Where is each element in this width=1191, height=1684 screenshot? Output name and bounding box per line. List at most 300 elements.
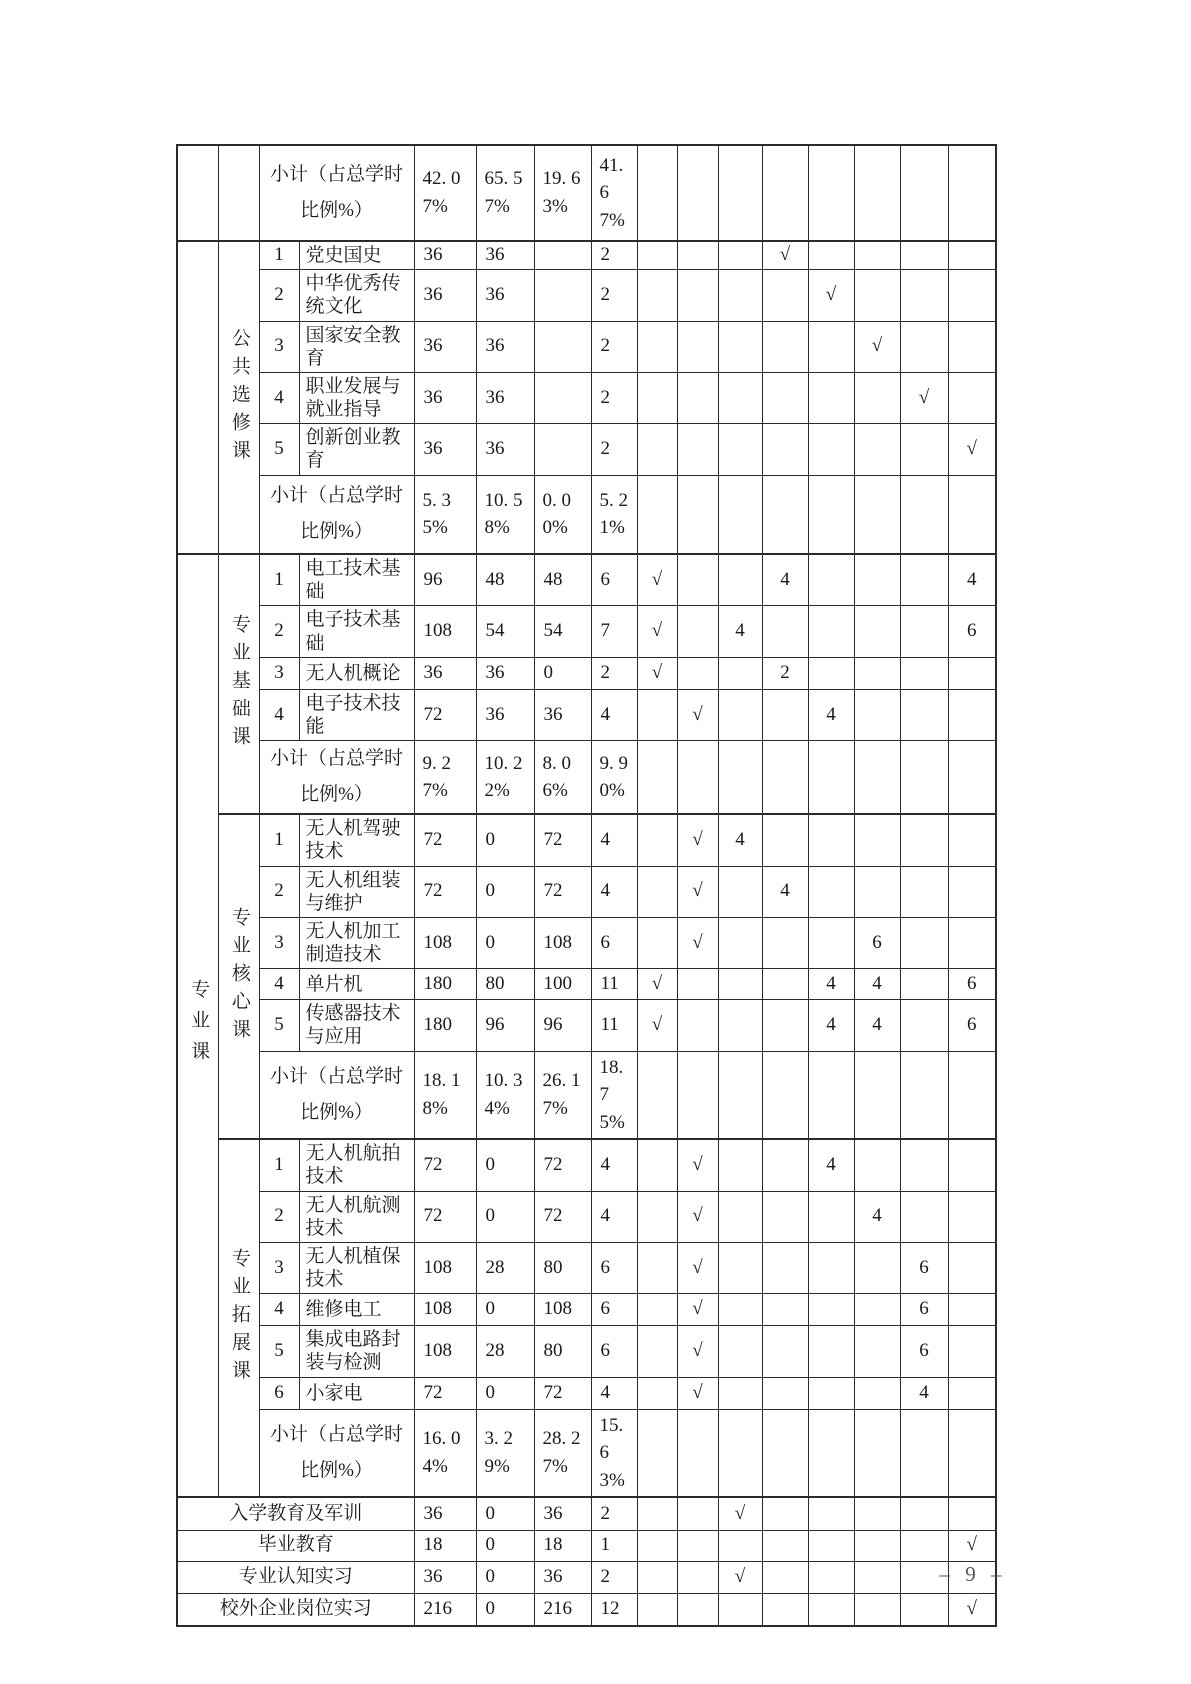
course-name: 集成电路封装与检测 <box>299 1326 414 1377</box>
course-row <box>177 1191 996 1242</box>
activity-name: 专业认知实习 <box>177 1561 414 1593</box>
course-no: 1 <box>259 1139 299 1191</box>
sem-cell <box>948 145 996 241</box>
sem-cell <box>808 554 854 606</box>
course-no: 1 <box>259 814 299 866</box>
total-hours: 96 <box>414 554 476 606</box>
sem-cell <box>948 741 996 815</box>
theory-hours: 0 <box>476 917 534 968</box>
sem-cell <box>900 917 948 968</box>
sem-cell: 4 <box>948 554 996 606</box>
sem-cell <box>637 145 677 241</box>
practice-hours: 0 <box>534 657 591 689</box>
course-name: 单片机 <box>299 969 414 1000</box>
course-name: 小家电 <box>299 1377 414 1409</box>
sem-cell <box>637 917 677 968</box>
total-hours: 18 <box>414 1530 476 1561</box>
sem-cell <box>637 689 677 740</box>
sem-cell <box>637 1294 677 1326</box>
sem-cell <box>718 1377 762 1409</box>
subtotal-theory-hours: 10. 22% <box>476 741 534 815</box>
sem-cell: 6 <box>900 1326 948 1377</box>
sem-cell <box>948 1409 996 1497</box>
sem-cell <box>854 1409 900 1497</box>
course-no: 4 <box>259 372 299 423</box>
sem-cell <box>948 1497 996 1530</box>
sem-cell <box>900 814 948 866</box>
credits: 6 <box>591 554 637 606</box>
sem-cell <box>637 1377 677 1409</box>
sem-cell: 4 <box>808 689 854 740</box>
sem-cell <box>762 424 808 475</box>
sem-cell <box>677 372 718 423</box>
sem-cell <box>718 1242 762 1293</box>
course-row <box>177 657 996 689</box>
sem-cell: 4 <box>808 1000 854 1051</box>
sem-cell <box>854 814 900 866</box>
theory-hours: 0 <box>476 1561 534 1593</box>
subtotal-row <box>177 475 996 554</box>
credits: 4 <box>591 689 637 740</box>
credits: 7 <box>591 606 637 657</box>
course-row <box>177 917 996 968</box>
check-cell: √ <box>637 606 677 657</box>
category-cell-empty <box>177 241 218 554</box>
course-no: 3 <box>259 917 299 968</box>
course-no: 5 <box>259 1326 299 1377</box>
sem-cell <box>900 1497 948 1530</box>
total-hours: 108 <box>414 1242 476 1293</box>
practice-hours: 18 <box>534 1530 591 1561</box>
sem-cell <box>900 1409 948 1497</box>
sem-cell <box>718 741 762 815</box>
sem-cell <box>677 1000 718 1051</box>
sem-cell <box>854 1326 900 1377</box>
practice-hours <box>534 270 591 321</box>
course-name: 创新创业教育 <box>299 424 414 475</box>
practice-hours <box>534 241 591 270</box>
sem-cell <box>677 1561 718 1593</box>
subtotal-credits: 18. 75% <box>591 1051 637 1139</box>
credits: 2 <box>591 372 637 423</box>
sem-cell <box>637 1051 677 1139</box>
sem-cell <box>718 372 762 423</box>
practice-hours: 100 <box>534 969 591 1000</box>
theory-hours: 0 <box>476 1139 534 1191</box>
subtotal-credits: 41. 67% <box>591 145 637 241</box>
sem-cell <box>808 372 854 423</box>
course-name: 党史国史 <box>299 241 414 270</box>
check-cell: √ <box>637 1000 677 1051</box>
practice-hours: 36 <box>534 1497 591 1530</box>
sem-cell: 6 <box>948 969 996 1000</box>
subtotal-theory-hours: 10. 34% <box>476 1051 534 1139</box>
subtotal-practice-hours: 26. 17% <box>534 1051 591 1139</box>
course-row <box>177 606 996 657</box>
activity-name: 入学教育及军训 <box>177 1497 414 1530</box>
sem-cell <box>677 657 718 689</box>
sem-cell <box>808 1242 854 1293</box>
course-row <box>177 969 996 1000</box>
sem-cell <box>762 969 808 1000</box>
credits: 11 <box>591 969 637 1000</box>
sem-cell <box>718 1139 762 1191</box>
sem-cell <box>718 1051 762 1139</box>
sem-cell <box>762 606 808 657</box>
sem-cell <box>948 1139 996 1191</box>
total-hours: 108 <box>414 1294 476 1326</box>
sem-cell <box>854 1139 900 1191</box>
subtotal-theory-hours: 65. 57% <box>476 145 534 241</box>
sem-cell <box>677 1409 718 1497</box>
subtotal-credits: 15. 63% <box>591 1409 637 1497</box>
course-name: 电子技术基础 <box>299 606 414 657</box>
sem-cell <box>900 741 948 815</box>
theory-hours: 36 <box>476 689 534 740</box>
subtotal-label: 小计（占总学时比例%） <box>259 741 414 815</box>
course-no: 4 <box>259 969 299 1000</box>
practice-hours: 80 <box>534 1242 591 1293</box>
sem-cell <box>677 1530 718 1561</box>
total-hours: 72 <box>414 1377 476 1409</box>
course-row <box>177 866 996 917</box>
subtotal-practice-hours: 19. 63% <box>534 145 591 241</box>
sem-cell <box>762 475 808 554</box>
subtotal-row <box>177 741 996 815</box>
sem-cell <box>900 866 948 917</box>
sem-cell <box>762 372 808 423</box>
sem-cell <box>637 372 677 423</box>
sem-cell <box>854 1051 900 1139</box>
check-cell: √ <box>948 1530 996 1561</box>
sem-cell <box>762 741 808 815</box>
sem-cell <box>900 321 948 372</box>
course-no: 5 <box>259 424 299 475</box>
course-no: 5 <box>259 1000 299 1051</box>
check-cell: √ <box>637 969 677 1000</box>
sem-cell <box>854 554 900 606</box>
theory-hours: 0 <box>476 1497 534 1530</box>
theory-hours: 0 <box>476 1593 534 1626</box>
course-no: 4 <box>259 689 299 740</box>
theory-hours: 36 <box>476 424 534 475</box>
check-cell: √ <box>948 424 996 475</box>
sem-cell: 6 <box>948 606 996 657</box>
sem-cell <box>854 866 900 917</box>
course-row <box>177 1377 996 1409</box>
course-row <box>177 1139 996 1191</box>
practice-hours: 54 <box>534 606 591 657</box>
theory-hours: 36 <box>476 372 534 423</box>
sem-cell <box>637 1561 677 1593</box>
sem-cell <box>718 866 762 917</box>
subtotal-total-hours: 18. 18% <box>414 1051 476 1139</box>
sem-cell <box>677 321 718 372</box>
course-no: 3 <box>259 657 299 689</box>
check-cell: √ <box>677 689 718 740</box>
total-hours: 36 <box>414 372 476 423</box>
activity-name: 毕业教育 <box>177 1530 414 1561</box>
sem-cell <box>948 814 996 866</box>
sem-cell <box>637 814 677 866</box>
sem-cell <box>718 1530 762 1561</box>
sem-cell <box>948 1377 996 1409</box>
sem-cell <box>900 270 948 321</box>
credits: 2 <box>591 241 637 270</box>
subtotal-total-hours: 9. 27% <box>414 741 476 815</box>
sem-cell <box>677 145 718 241</box>
check-cell: √ <box>637 657 677 689</box>
sem-cell <box>677 424 718 475</box>
course-name: 职业发展与就业指导 <box>299 372 414 423</box>
category-major: 专业课 <box>177 554 218 1497</box>
sem-cell: 6 <box>854 917 900 968</box>
subtotal-label: 小计（占总学时比例%） <box>259 1409 414 1497</box>
sem-cell <box>808 1377 854 1409</box>
practice-hours <box>534 424 591 475</box>
course-no: 4 <box>259 1294 299 1326</box>
credits: 4 <box>591 1139 637 1191</box>
sem-cell <box>808 814 854 866</box>
sem-cell <box>948 270 996 321</box>
course-name: 无人机航拍技术 <box>299 1139 414 1191</box>
sem-cell <box>762 321 808 372</box>
sem-cell <box>900 1051 948 1139</box>
credits: 2 <box>591 321 637 372</box>
course-row <box>177 270 996 321</box>
sem-cell <box>677 475 718 554</box>
sem-cell <box>637 424 677 475</box>
practice-hours: 72 <box>534 1191 591 1242</box>
practice-hours: 216 <box>534 1593 591 1626</box>
sem-cell <box>900 1000 948 1051</box>
sem-cell <box>900 657 948 689</box>
sem-cell <box>900 606 948 657</box>
sem-cell <box>718 917 762 968</box>
sem-cell: 4 <box>854 1000 900 1051</box>
sem-cell <box>900 475 948 554</box>
sem-cell <box>718 1326 762 1377</box>
sem-cell <box>948 1051 996 1139</box>
activity-name: 校外企业岗位实习 <box>177 1593 414 1626</box>
theory-hours: 80 <box>476 969 534 1000</box>
subtotal-label: 小计（占总学时比例%） <box>259 1051 414 1139</box>
sem-cell <box>948 1326 996 1377</box>
sem-cell <box>677 1593 718 1626</box>
theory-hours: 0 <box>476 1294 534 1326</box>
sem-cell <box>637 1326 677 1377</box>
sem-cell <box>762 1191 808 1242</box>
course-no: 3 <box>259 1242 299 1293</box>
subtotal-label: 小计（占总学时比例%） <box>259 145 414 241</box>
sem-cell <box>718 1294 762 1326</box>
sem-cell: 4 <box>854 1191 900 1242</box>
sem-cell <box>808 145 854 241</box>
course-row <box>177 321 996 372</box>
sem-cell <box>854 741 900 815</box>
sem-cell <box>762 917 808 968</box>
sem-cell: 6 <box>900 1242 948 1293</box>
course-name: 电工技术基础 <box>299 554 414 606</box>
check-cell: √ <box>677 1139 718 1191</box>
course-row <box>177 424 996 475</box>
check-cell: √ <box>677 814 718 866</box>
sem-cell: 6 <box>900 1294 948 1326</box>
sem-cell <box>900 424 948 475</box>
page-number: – 9 – <box>939 1562 1007 1586</box>
subtotal-total-hours: 5. 35% <box>414 475 476 554</box>
total-hours: 72 <box>414 689 476 740</box>
sem-cell <box>637 1139 677 1191</box>
sem-cell <box>762 145 808 241</box>
total-hours: 36 <box>414 321 476 372</box>
total-hours: 108 <box>414 917 476 968</box>
total-hours: 36 <box>414 1497 476 1530</box>
theory-hours: 0 <box>476 1377 534 1409</box>
sem-cell: 6 <box>948 1000 996 1051</box>
course-no: 1 <box>259 554 299 606</box>
sem-cell <box>948 657 996 689</box>
sem-cell <box>718 657 762 689</box>
sem-cell <box>854 372 900 423</box>
sem-cell <box>718 1409 762 1497</box>
sem-cell <box>808 917 854 968</box>
course-row <box>177 814 996 866</box>
sem-cell: 4 <box>762 866 808 917</box>
course-name: 无人机航测技术 <box>299 1191 414 1242</box>
credits: 6 <box>591 917 637 968</box>
course-row <box>177 554 996 606</box>
sem-cell <box>637 475 677 554</box>
total-hours: 108 <box>414 606 476 657</box>
category-cell-empty <box>177 145 218 241</box>
sem-cell: 4 <box>854 969 900 1000</box>
sem-cell <box>762 1497 808 1530</box>
sem-cell <box>677 1051 718 1139</box>
sem-cell <box>718 969 762 1000</box>
sem-cell <box>808 1409 854 1497</box>
subtotal-credits: 9. 90% <box>591 741 637 815</box>
course-row <box>177 1000 996 1051</box>
sem-cell <box>808 321 854 372</box>
credits: 12 <box>591 1593 637 1626</box>
theory-hours: 36 <box>476 270 534 321</box>
sem-cell <box>677 241 718 270</box>
sem-cell: 4 <box>718 606 762 657</box>
sem-cell <box>718 145 762 241</box>
course-no: 2 <box>259 270 299 321</box>
sem-cell <box>948 1191 996 1242</box>
total-hours: 36 <box>414 424 476 475</box>
sem-cell <box>762 1051 808 1139</box>
check-cell: √ <box>718 1497 762 1530</box>
sem-cell <box>762 1530 808 1561</box>
credits: 1 <box>591 1530 637 1561</box>
category-major-basic: 专业基础课 <box>218 554 259 814</box>
credits: 6 <box>591 1242 637 1293</box>
sem-cell <box>808 1497 854 1530</box>
theory-hours: 54 <box>476 606 534 657</box>
sem-cell <box>900 554 948 606</box>
sem-cell <box>762 1242 808 1293</box>
sem-cell <box>677 1497 718 1530</box>
subtotal-row <box>177 1409 996 1497</box>
theory-hours: 28 <box>476 1242 534 1293</box>
subtotal-total-hours: 42. 07% <box>414 145 476 241</box>
check-cell: √ <box>677 1242 718 1293</box>
course-name: 无人机加工制造技术 <box>299 917 414 968</box>
sem-cell <box>808 1191 854 1242</box>
credits: 2 <box>591 1561 637 1593</box>
total-hours: 180 <box>414 969 476 1000</box>
practice-hours: 96 <box>534 1000 591 1051</box>
sem-cell <box>854 270 900 321</box>
subtotal-credits: 5. 21% <box>591 475 637 554</box>
check-cell: √ <box>677 1191 718 1242</box>
sem-cell <box>637 321 677 372</box>
course-name: 国家安全教育 <box>299 321 414 372</box>
sem-cell <box>854 1530 900 1561</box>
theory-hours: 0 <box>476 1530 534 1561</box>
activity-row <box>177 1561 996 1593</box>
sem-cell <box>677 741 718 815</box>
activity-row <box>177 1530 996 1561</box>
sem-cell <box>854 1593 900 1626</box>
sem-cell <box>808 1294 854 1326</box>
sem-cell <box>718 424 762 475</box>
sem-cell <box>637 741 677 815</box>
sem-cell <box>762 1000 808 1051</box>
sem-cell <box>948 689 996 740</box>
theory-hours: 48 <box>476 554 534 606</box>
sem-cell <box>677 270 718 321</box>
sem-cell <box>854 689 900 740</box>
check-cell: √ <box>677 917 718 968</box>
sem-cell <box>854 1561 900 1593</box>
total-hours: 72 <box>414 1191 476 1242</box>
credits: 2 <box>591 424 637 475</box>
sem-cell <box>948 475 996 554</box>
curriculum-table <box>176 144 997 1627</box>
sem-cell <box>718 1191 762 1242</box>
sem-cell <box>854 1497 900 1530</box>
category-public-elective: 公共选修课 <box>218 241 259 554</box>
practice-hours: 72 <box>534 866 591 917</box>
sem-cell <box>854 657 900 689</box>
credits: 11 <box>591 1000 637 1051</box>
sem-cell <box>948 241 996 270</box>
sem-cell: 4 <box>808 969 854 1000</box>
sem-cell <box>762 1593 808 1626</box>
practice-hours: 36 <box>534 1561 591 1593</box>
sem-cell <box>808 1561 854 1593</box>
practice-hours: 72 <box>534 814 591 866</box>
check-cell: √ <box>948 1593 996 1626</box>
sem-cell <box>637 1593 677 1626</box>
subtotal-label: 小计（占总学时比例%） <box>259 475 414 554</box>
sem-cell: 2 <box>762 657 808 689</box>
sem-cell <box>808 1530 854 1561</box>
credits: 2 <box>591 270 637 321</box>
practice-hours <box>534 321 591 372</box>
sem-cell <box>854 424 900 475</box>
practice-hours: 108 <box>534 917 591 968</box>
subtotal-practice-hours: 0. 00% <box>534 475 591 554</box>
sem-cell <box>718 270 762 321</box>
sem-cell <box>948 321 996 372</box>
subcategory-cell-empty <box>218 145 259 241</box>
sem-cell <box>808 475 854 554</box>
